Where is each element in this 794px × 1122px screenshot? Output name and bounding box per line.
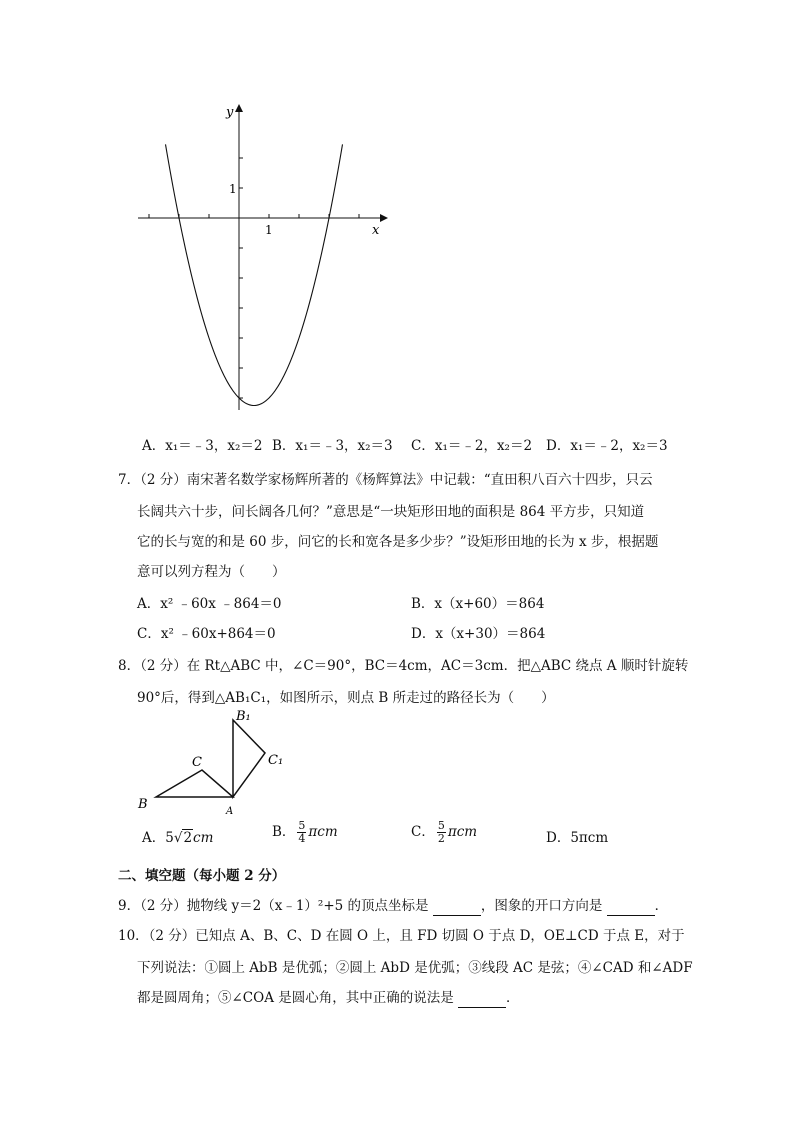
y-tick-label-1: 1 — [229, 182, 237, 196]
parabola-graph — [130, 98, 390, 418]
q9-text-c: ． — [654, 898, 669, 914]
q10-text-a: 都是圆周角；⑤∠COA 是圆心角，其中正确的说法是 — [137, 990, 454, 1006]
label-b: B — [138, 797, 148, 812]
q8-option-a-radicand: 2 — [183, 830, 193, 846]
y-axis-label: y — [226, 105, 234, 120]
q7-option-b: B．x（x+60）＝864 — [411, 596, 545, 612]
q8-line-2: 90°后，得到△AB₁C₁，如图所示，则点 B 所走过的路径长为（ ） — [137, 690, 555, 706]
q9-answer-blank-1[interactable] — [433, 901, 481, 916]
label-c1: C₁ — [268, 753, 284, 768]
q8-option-a — [142, 828, 213, 848]
q9-text-a: 9．（2 分）抛物线 y＝2（x﹣1）²+5 的顶点坐标是 — [118, 898, 429, 914]
q8-option-a-prefix: A．5 — [142, 830, 174, 846]
q8-option-b-unit: πcm — [308, 824, 338, 840]
label-a: A — [226, 806, 234, 817]
q7-line-2: 长阔共六十步，问长阔各几何？”意思是“一块矩形田地的面积是 864 平方步，只知道 — [137, 504, 645, 520]
q7-line-3: 它的长与宽的和是 60 步，问它的长和宽各是多少步？”设矩形田地的长为 x 步，根据题 — [137, 534, 659, 550]
q10-answer-blank[interactable] — [458, 993, 506, 1008]
q8-option-c-fraction — [437, 820, 446, 845]
triangle-abc — [156, 770, 233, 797]
q8-line-1: 8．（2 分）在 Rt△ABC 中，∠C＝90°，BC＝4cm，AC＝3cm．把△ABC 绕点 A 顺时针旋转 — [118, 658, 689, 674]
q8-option-c-numerator: 5 — [437, 819, 445, 832]
y-axis-arrow — [235, 104, 243, 112]
rotation-figure — [130, 706, 300, 818]
q8-option-a-unit: cm — [193, 830, 214, 846]
q7-line-4: 意可以列方程为（ ） — [137, 564, 286, 580]
y-ticks — [239, 158, 243, 398]
q8-option-b-fraction — [297, 820, 306, 845]
q8-option-b — [272, 820, 338, 845]
triangle-ab1c1 — [233, 720, 265, 797]
q7-line-1: 7．（2 分）南宋著名数学家杨辉所著的《杨辉算法》中记载：“直田积八百六十四步，只云 — [118, 472, 653, 488]
x-ticks — [149, 214, 359, 218]
q10-line-2: 下列说法：①圆上 AbB 是优弧；②圆上 AbD 是优弧；③线段 AC 是弦；④∠CAD 和∠ADF — [137, 960, 693, 976]
label-c: C — [192, 755, 202, 770]
q8-option-c-prefix: C． — [411, 824, 435, 840]
q8-option-c — [411, 820, 477, 845]
x-tick-label-1: 1 — [265, 223, 273, 237]
q8-option-b-numerator: 5 — [298, 819, 306, 832]
q6-option-c: C．x₁＝﹣2，x₂＝2 — [411, 438, 533, 454]
q6-option-a: A．x₁＝﹣3，x₂＝2 — [142, 438, 263, 454]
x-axis-arrow — [380, 214, 388, 222]
x-axis-label: x — [372, 223, 380, 238]
q8-option-c-unit: πcm — [447, 824, 478, 840]
q7-option-a: A．x² ﹣60x ﹣864＝0 — [137, 596, 282, 612]
sqrt-symbol: √ — [173, 830, 183, 846]
q8-option-c-denominator: 2 — [437, 832, 445, 845]
q6-option-b: B．x₁＝﹣3，x₂＝3 — [272, 438, 393, 454]
q8-option-d: D．5πcm — [546, 830, 609, 846]
q7-option-c: C．x² ﹣60x+864＝0 — [137, 626, 276, 642]
q7-option-d: D．x（x+30）＝864 — [411, 626, 546, 642]
q10-line-1: 10．（2 分）已知点 A、B、C、D 在圆 O 上，且 FD 切圆 O 于点 D，OE⊥CD 于点 E，对于 — [118, 928, 685, 944]
q9-text-b: ，图象的开口方向是 — [480, 898, 603, 914]
section-2-heading: 二、填空题（每小题 2 分） — [118, 868, 286, 884]
q8-option-b-prefix: B． — [272, 824, 296, 840]
label-b1: B₁ — [236, 709, 251, 724]
q10-line-3 — [137, 988, 520, 1008]
q9-answer-blank-2[interactable] — [607, 901, 655, 916]
q9-line — [118, 896, 668, 916]
q10-text-b: ． — [506, 990, 520, 1006]
parabola-curve — [166, 144, 343, 405]
q8-option-b-denominator: 4 — [298, 832, 306, 845]
q6-option-d: D．x₁＝﹣2，x₂＝3 — [546, 438, 668, 454]
